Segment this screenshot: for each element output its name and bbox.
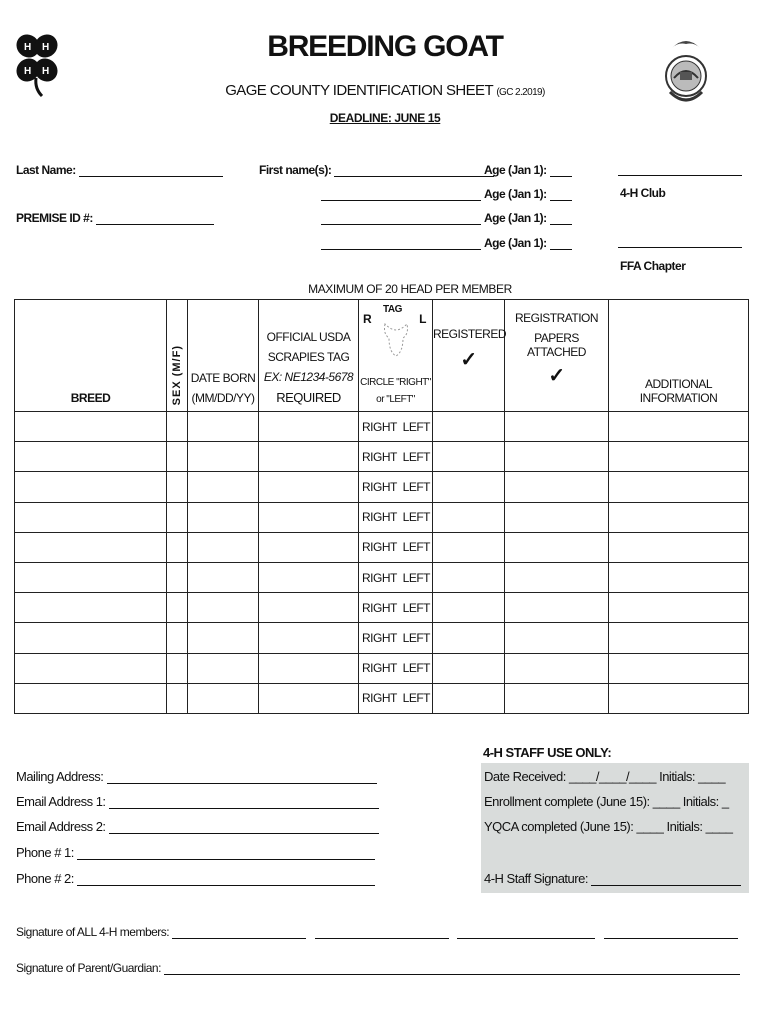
age-label: Age (Jan 1): <box>484 163 547 177</box>
right-option[interactable]: RIGHT <box>362 540 397 555</box>
papers-cell[interactable] <box>505 593 609 623</box>
left-option[interactable]: LEFT <box>402 630 430 645</box>
age-label: Age (Jan 1): <box>484 211 547 225</box>
scrapies-tag-cell[interactable] <box>259 653 359 683</box>
scrapies-tag-cell[interactable] <box>259 532 359 562</box>
sex-cell[interactable] <box>167 623 188 653</box>
additional-info-cell[interactable] <box>609 412 749 442</box>
svg-text:H: H <box>42 66 50 77</box>
staff-signature-field[interactable] <box>484 871 741 886</box>
additional-info-cell[interactable] <box>609 562 749 592</box>
enrollment-field[interactable]: Enrollment complete (June 15): ____ Initials: _ <box>484 794 729 809</box>
scrapies-tag-header: OFFICIAL USDA SCRAPIES TAG EX: NE1234-5678 REQUIRED <box>259 300 359 412</box>
age-label: Age (Jan 1): <box>484 236 547 250</box>
right-option[interactable]: RIGHT <box>362 600 397 615</box>
right-option[interactable]: RIGHT <box>362 449 397 464</box>
registered-cell[interactable] <box>433 442 505 472</box>
table-row <box>15 532 749 562</box>
scrapies-tag-cell[interactable] <box>259 593 359 623</box>
table-row <box>15 653 749 683</box>
club-line[interactable] <box>618 164 742 176</box>
papers-cell[interactable] <box>505 472 609 502</box>
premise-id-field[interactable] <box>16 211 214 225</box>
goat-head-icon <box>381 320 411 361</box>
ear-side-cell[interactable] <box>359 683 433 713</box>
scrapies-tag-cell[interactable] <box>259 442 359 472</box>
additional-info-cell[interactable] <box>609 593 749 623</box>
breed-cell[interactable] <box>15 442 167 472</box>
last-name-field[interactable] <box>16 163 223 177</box>
left-option[interactable]: LEFT <box>402 600 430 615</box>
registered-cell[interactable] <box>433 532 505 562</box>
breed-cell[interactable] <box>15 683 167 713</box>
scrapies-tag-cell[interactable] <box>259 412 359 442</box>
club-label: 4-H Club <box>620 186 666 200</box>
registered-cell[interactable] <box>433 623 505 653</box>
left-option[interactable]: LEFT <box>402 419 430 434</box>
mailing-label: Mailing Address: <box>16 769 104 784</box>
date-born-cell[interactable] <box>188 412 259 442</box>
table-row <box>15 442 749 472</box>
table-row <box>15 623 749 653</box>
last-name-label: Last Name: <box>16 163 76 177</box>
form-title: BREEDING GOAT <box>267 30 503 63</box>
animal-table <box>14 299 749 714</box>
additional-info-cell[interactable] <box>609 442 749 472</box>
table-row <box>15 502 749 532</box>
first-name-label: First name(s): <box>259 163 332 177</box>
breed-cell[interactable] <box>15 502 167 532</box>
date-born-cell[interactable] <box>188 653 259 683</box>
table-row <box>15 562 749 592</box>
registered-cell[interactable] <box>433 562 505 592</box>
additional-info-cell[interactable] <box>609 502 749 532</box>
first-name-line-4[interactable] <box>321 236 481 250</box>
papers-cell[interactable] <box>505 412 609 442</box>
papers-cell[interactable] <box>505 653 609 683</box>
sex-cell[interactable] <box>167 562 188 592</box>
left-option[interactable]: LEFT <box>402 479 430 494</box>
registered-cell[interactable] <box>433 502 505 532</box>
date-born-header: DATE BORN (MM/DD/YY) <box>188 300 259 412</box>
age-field-3[interactable] <box>484 211 572 225</box>
right-option[interactable]: RIGHT <box>362 510 397 525</box>
check-icon: ✓ <box>460 349 477 371</box>
parent-signature-field[interactable] <box>16 961 740 975</box>
mailing-address-field[interactable] <box>16 769 377 784</box>
right-option[interactable]: RIGHT <box>362 570 397 585</box>
staff-signature-label: 4-H Staff Signature: <box>484 871 588 886</box>
registered-cell[interactable] <box>433 653 505 683</box>
registered-header: REGISTERED ✓ <box>433 300 505 412</box>
additional-info-cell[interactable] <box>609 653 749 683</box>
parent-signature-label: Signature of Parent/Guardian: <box>16 961 161 975</box>
papers-cell[interactable] <box>505 442 609 472</box>
phone-2-field[interactable] <box>16 871 375 886</box>
email-2-label: Email Address 2: <box>16 819 106 834</box>
scrapies-tag-cell[interactable] <box>259 623 359 653</box>
sex-cell[interactable] <box>167 653 188 683</box>
sex-cell[interactable] <box>167 532 188 562</box>
member-signatures-label: Signature of ALL 4-H members: <box>16 925 170 939</box>
ear-side-cell[interactable] <box>359 623 433 653</box>
sex-cell[interactable] <box>167 472 188 502</box>
table-header-row <box>15 300 749 412</box>
table-row <box>15 472 749 502</box>
table-row <box>15 593 749 623</box>
deadline-text: DEADLINE: JUNE 15 <box>329 111 441 125</box>
ear-side-cell[interactable] <box>359 472 433 502</box>
date-born-cell[interactable] <box>188 562 259 592</box>
email-1-label: Email Address 1: <box>16 794 106 809</box>
ear-side-cell[interactable] <box>359 442 433 472</box>
left-option[interactable]: LEFT <box>402 661 430 676</box>
date-born-cell[interactable] <box>188 532 259 562</box>
phone-2-label: Phone # 2: <box>16 871 74 886</box>
ffa-line[interactable] <box>618 236 742 248</box>
staff-use-box <box>481 763 749 893</box>
date-received-field[interactable]: Date Received: ____/____/____ Initials: ____ <box>484 769 726 784</box>
date-born-cell[interactable] <box>188 472 259 502</box>
phone-1-field[interactable] <box>16 845 375 860</box>
sex-cell[interactable] <box>167 412 188 442</box>
breed-header: BREED <box>15 300 167 412</box>
age-field-2[interactable] <box>484 187 572 201</box>
right-option[interactable]: RIGHT <box>362 630 397 645</box>
first-name-field[interactable] <box>259 163 494 177</box>
member-signatures-field[interactable] <box>16 925 738 939</box>
scrapies-tag-cell[interactable] <box>259 683 359 713</box>
breed-cell[interactable] <box>15 412 167 442</box>
additional-info-cell[interactable] <box>609 683 749 713</box>
date-born-cell[interactable] <box>188 502 259 532</box>
date-born-cell[interactable] <box>188 442 259 472</box>
breed-cell[interactable] <box>15 562 167 592</box>
ear-side-cell[interactable] <box>359 562 433 592</box>
papers-cell[interactable] <box>505 683 609 713</box>
sex-header: SEX (M/F) <box>167 300 188 412</box>
subtitle-text: GAGE COUNTY IDENTIFICATION SHEET <box>225 82 493 99</box>
check-icon: ✓ <box>548 365 565 387</box>
ffa-label: FFA Chapter <box>620 259 686 273</box>
registered-cell[interactable] <box>433 472 505 502</box>
email-1-field[interactable] <box>16 794 379 809</box>
additional-info-header: ADDITIONAL INFORMATION <box>609 300 749 412</box>
ear-side-cell[interactable] <box>359 653 433 683</box>
table-row <box>15 412 749 442</box>
right-option[interactable]: RIGHT <box>362 419 397 434</box>
breed-cell[interactable] <box>15 472 167 502</box>
papers-cell[interactable] <box>505 502 609 532</box>
breed-cell[interactable] <box>15 532 167 562</box>
additional-info-cell[interactable] <box>609 532 749 562</box>
scrapies-tag-cell[interactable] <box>259 562 359 592</box>
ear-side-cell[interactable] <box>359 412 433 442</box>
svg-text:H: H <box>24 42 32 53</box>
first-name-line-2[interactable] <box>321 187 481 201</box>
yqca-field[interactable]: YQCA completed (June 15): ____ Initials: ____ <box>484 819 733 834</box>
form-subtitle <box>0 82 770 99</box>
age-field-1[interactable] <box>484 163 572 177</box>
sex-cell[interactable] <box>167 593 188 623</box>
scrapies-tag-cell[interactable] <box>259 502 359 532</box>
sex-cell[interactable] <box>167 502 188 532</box>
ear-side-cell[interactable] <box>359 532 433 562</box>
svg-text:H: H <box>42 42 50 53</box>
ear-side-cell[interactable] <box>359 593 433 623</box>
left-option[interactable]: LEFT <box>402 570 430 585</box>
svg-text:H: H <box>24 66 32 77</box>
table-row <box>15 683 749 713</box>
papers-cell[interactable] <box>505 532 609 562</box>
date-born-cell[interactable] <box>188 683 259 713</box>
breed-cell[interactable] <box>15 593 167 623</box>
age-label: Age (Jan 1): <box>484 187 547 201</box>
date-born-cell[interactable] <box>188 623 259 653</box>
max-head-note: MAXIMUM OF 20 HEAD PER MEMBER <box>308 282 512 296</box>
scrapies-tag-cell[interactable] <box>259 472 359 502</box>
premise-id-label: PREMISE ID #: <box>16 211 93 225</box>
age-field-4[interactable] <box>484 236 572 250</box>
additional-info-cell[interactable] <box>609 623 749 653</box>
sex-cell[interactable] <box>167 683 188 713</box>
ear-side-cell[interactable] <box>359 502 433 532</box>
registered-cell[interactable] <box>433 412 505 442</box>
first-name-line-3[interactable] <box>321 211 481 225</box>
staff-section-title: 4-H STAFF USE ONLY: <box>483 745 612 760</box>
breed-cell[interactable] <box>15 623 167 653</box>
left-option[interactable]: LEFT <box>402 691 430 706</box>
registered-cell[interactable] <box>433 593 505 623</box>
registered-cell[interactable] <box>433 683 505 713</box>
papers-header: REGISTRATION PAPERS ATTACHED ✓ <box>505 300 609 412</box>
date-born-cell[interactable] <box>188 593 259 623</box>
additional-info-cell[interactable] <box>609 472 749 502</box>
sex-cell[interactable] <box>167 442 188 472</box>
papers-cell[interactable] <box>505 562 609 592</box>
right-option[interactable]: RIGHT <box>362 661 397 676</box>
left-option[interactable]: LEFT <box>402 449 430 464</box>
breed-cell[interactable] <box>15 653 167 683</box>
left-option[interactable]: LEFT <box>402 540 430 555</box>
right-option[interactable]: RIGHT <box>362 691 397 706</box>
papers-cell[interactable] <box>505 623 609 653</box>
ear-side-header: R TAG L CIRCLE "RIGHT" or "LEFT" <box>359 300 433 412</box>
left-option[interactable]: LEFT <box>402 510 430 525</box>
phone-1-label: Phone # 1: <box>16 845 74 860</box>
email-2-field[interactable] <box>16 819 379 834</box>
subtitle-code: (GC 2.2019) <box>496 87 545 98</box>
right-option[interactable]: RIGHT <box>362 479 397 494</box>
